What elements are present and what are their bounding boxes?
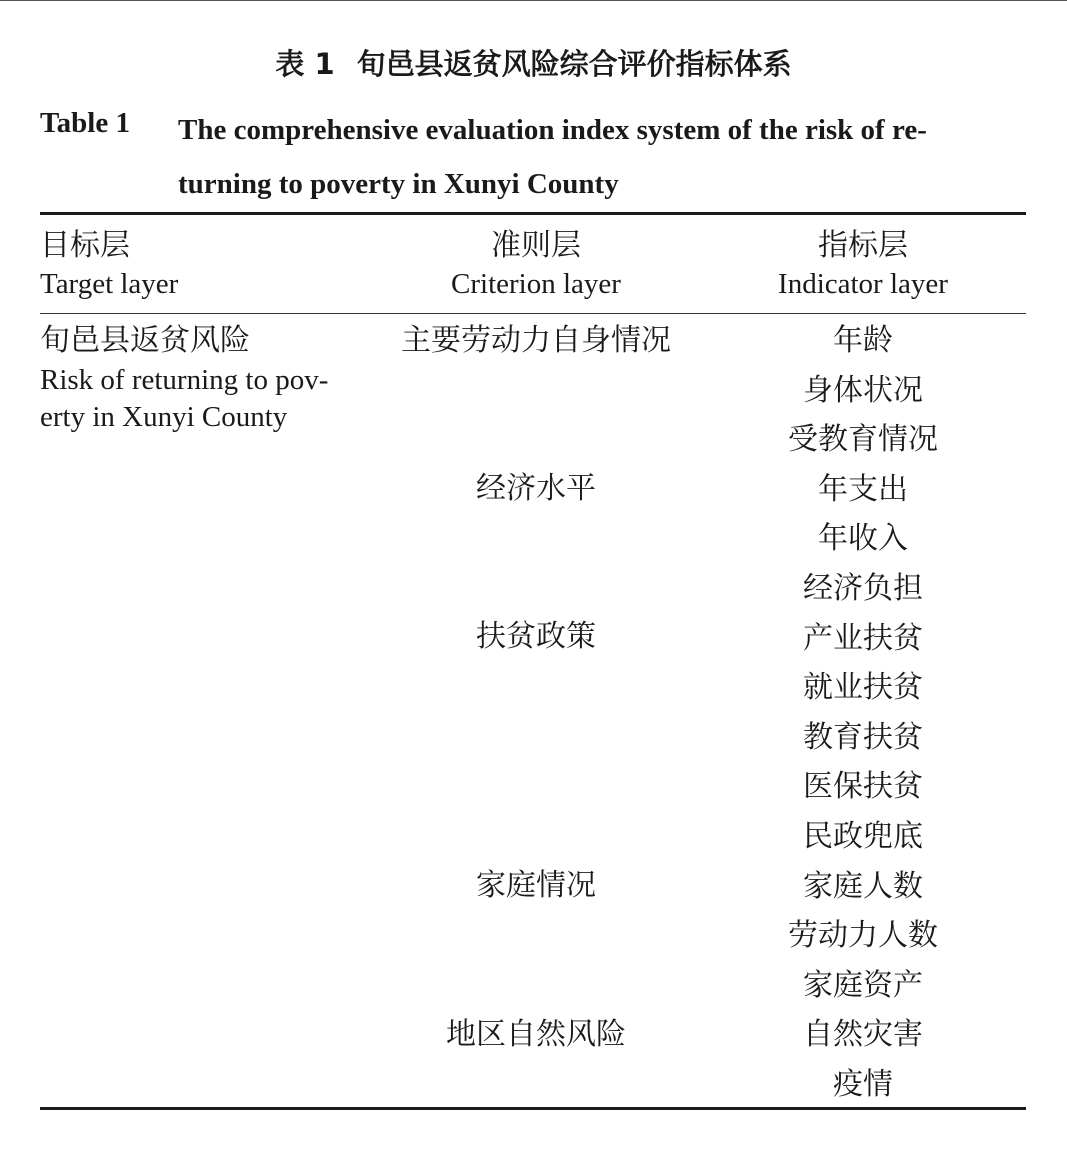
criterion-cell: 地区自然风险	[446, 1017, 626, 1052]
indicator-cell: 年收入	[818, 521, 908, 557]
header-target-cn: 目标层	[40, 228, 130, 263]
criterion-cell: 主要劳动力自身情况	[401, 323, 671, 358]
table-title-cn-text: 旬邑县返贫风险综合评价指标体系	[356, 47, 792, 81]
indicator-cell: 疫情	[833, 1067, 893, 1102]
indicator-cell: 产业扶贫	[803, 620, 923, 656]
indicator-cell: 身体状况	[803, 372, 923, 408]
criterion-cell: 经济水平	[476, 471, 596, 506]
indicator-cell: 教育扶贫	[803, 719, 923, 755]
table-number-cn: 表 1	[275, 47, 335, 81]
indicator-cell: 家庭资产	[803, 967, 923, 1003]
page-top-rule	[0, 0, 1067, 1]
indicator-cell: 医保扶贫	[803, 769, 923, 805]
indicator-cell: 就业扶贫	[803, 670, 923, 706]
indicator-cell: 经济负担	[803, 571, 923, 606]
indicator-cell: 年支出	[818, 471, 908, 507]
criterion-cell: 家庭情况	[476, 868, 596, 903]
target-cn: 旬邑县返贫风险	[40, 323, 250, 358]
header-indicator-cn: 指标层	[818, 228, 908, 263]
table-top-rule	[40, 212, 1026, 215]
header-criterion-en: Criterion layer	[451, 268, 621, 300]
indicator-cell: 自然灾害	[803, 1017, 923, 1053]
header-target-en: Target layer	[40, 268, 179, 300]
header-rule	[40, 313, 1026, 314]
indicator-cell: 受教育情况	[788, 422, 938, 458]
indicator-cell: 民政兜底	[803, 819, 923, 854]
indicator-cell: 劳动力人数	[788, 918, 938, 954]
criterion-cell: 扶贫政策	[476, 619, 596, 654]
table-bottom-rule	[40, 1107, 1026, 1110]
indicator-cell: 年龄	[833, 323, 893, 358]
table-title-cn	[0, 44, 1067, 84]
indicator-cell: 家庭人数	[803, 868, 923, 904]
table-title-en-label: Table 1	[40, 107, 130, 139]
header-indicator-en: Indicator layer	[778, 268, 948, 300]
table-title-en: The comprehensive evaluation index system of the risk of re- turning to poverty in Xunyi County	[178, 114, 927, 200]
target-en: Risk of returning to pov- erty in Xunyi County	[40, 364, 329, 433]
header-criterion-cn: 准则层	[491, 228, 581, 263]
